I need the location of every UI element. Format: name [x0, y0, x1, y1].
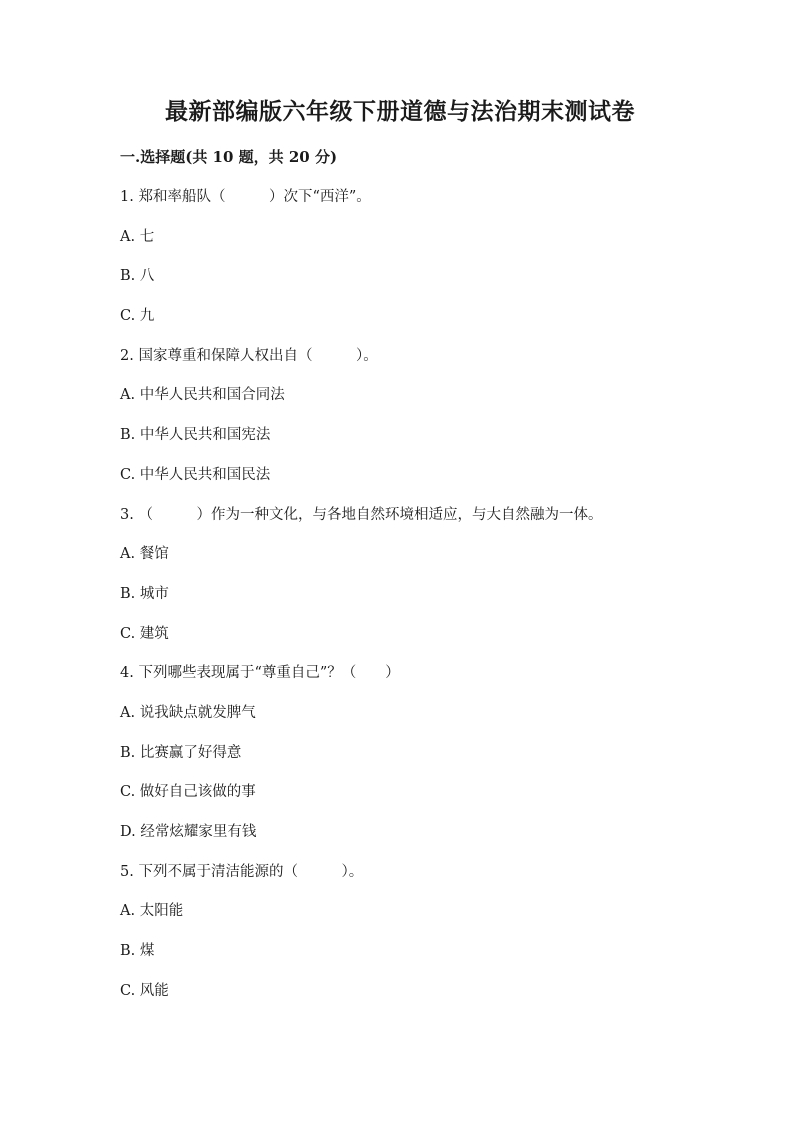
question-4-option-b: B. 比赛赢了好得意: [120, 744, 242, 761]
question-4-stem: 4. 下列哪些表现属于“尊重自己”？（ ）: [120, 665, 400, 682]
question-3-option-b: B. 城市: [120, 585, 169, 602]
question-3-stem: 3. （ ）作为一种文化，与各地自然环境相适应，与大自然融为一体。: [120, 506, 603, 523]
question-2-stem: 2. 国家尊重和保障人权出自（ ）。: [120, 347, 378, 364]
question-5-option-a: A. 太阳能: [120, 903, 184, 920]
question-4-option-a: A. 说我缺点就发脾气: [120, 704, 256, 721]
question-2-option-a: A. 中华人民共和国合同法: [120, 387, 285, 404]
question-1-option-a: A. 七: [120, 228, 155, 245]
question-5-option-c: C. 风能: [120, 982, 169, 999]
question-4-option-c: C. 做好自己该做的事: [120, 784, 256, 801]
question-3-option-a: A. 餐馆: [120, 546, 169, 563]
exam-title: 最新部编版六年级下册道德与法治期末测试卷: [165, 98, 635, 125]
question-5-option-b: B. 煤: [120, 943, 155, 960]
question-1-option-c: C. 九: [120, 308, 155, 325]
question-3-option-c: C. 建筑: [120, 625, 169, 642]
question-list: [120, 184, 720, 1017]
question-4-option-d: D. 经常炫耀家里有钱: [120, 824, 257, 840]
question-1-option-b: B. 八: [120, 268, 155, 285]
question-2-option-c: C. 中华人民共和国民法: [120, 466, 271, 483]
section-heading: 一.选择题(共 10 题，共 20 分): [120, 148, 338, 166]
question-1-stem: 1. 郑和率船队（ ）次下“西洋”。: [120, 189, 371, 205]
question-2-option-b: B. 中华人民共和国宪法: [120, 427, 271, 444]
question-5-stem: 5. 下列不属于清洁能源的（ ）。: [120, 863, 364, 880]
